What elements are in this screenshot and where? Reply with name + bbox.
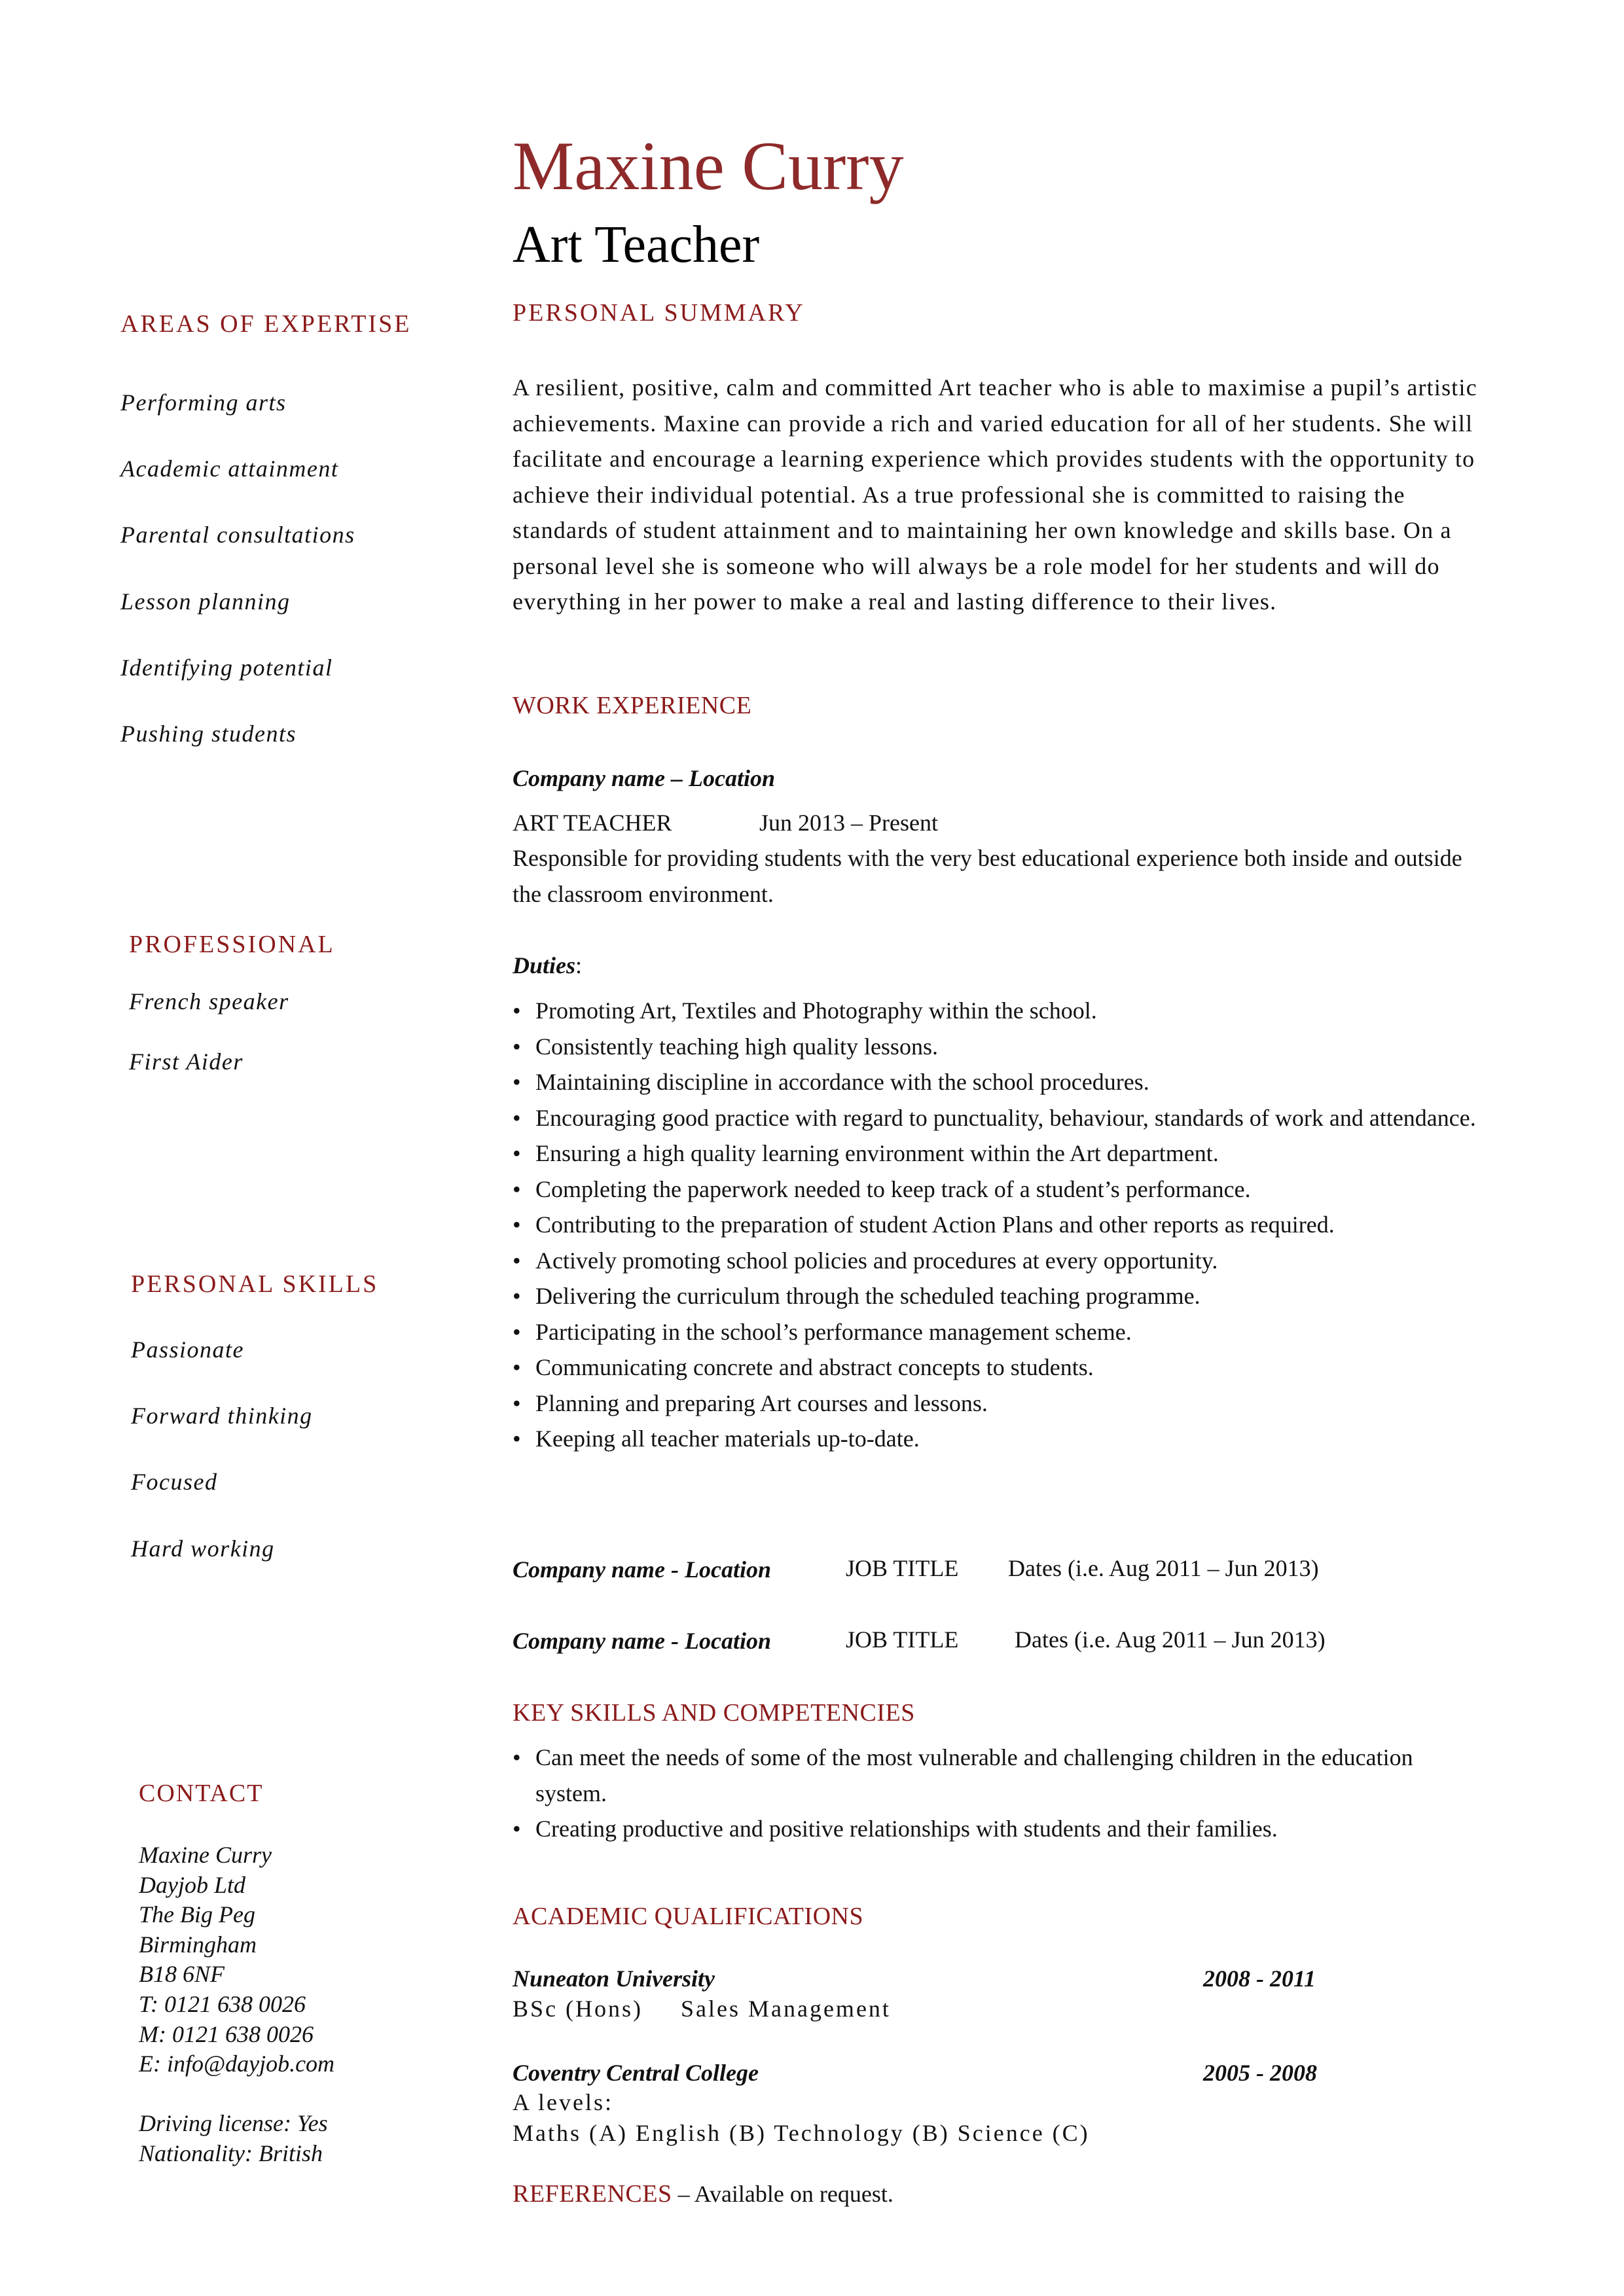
- references-text: – Available on request.: [672, 2181, 893, 2207]
- academic-grades: Maths (A) English (B) Technology (B) Science (C): [513, 2120, 1090, 2146]
- key-skill-item: • Can meet the needs of some of the most vulnerable and challenging children in the education system.: [513, 1740, 1481, 1811]
- academic-years: 2008 - 2011: [1203, 1965, 1316, 1992]
- key-skills-list: [513, 1740, 1481, 1847]
- contact-driving-license: Driving license: Yes: [139, 2110, 328, 2137]
- contact-email: E: info@dayjob.com: [139, 2051, 335, 2077]
- academic-subject: Sales Management: [681, 1996, 891, 2022]
- duty-item: • Maintaining discipline in accordance with the school procedures.: [513, 1064, 1481, 1100]
- professional-list: [129, 988, 289, 1076]
- contact-company: Dayjob Ltd: [139, 1871, 246, 1898]
- duty-item: • Actively promoting school policies and procedures at every opportunity.: [513, 1243, 1481, 1279]
- contact-city: Birmingham: [139, 1931, 257, 1958]
- duty-item: • Planning and preparing Art courses and lessons.: [513, 1386, 1481, 1422]
- duties-list: [513, 993, 1481, 1457]
- summary-text: A resilient, positive, calm and committed Art teacher who is able to maximise a pupil’s artistic achievements. Maxine can provide a rich and varied education for all of her students. She will facilitate and encourage a learning experience which provides students with the opportunity to achieve their individual potential. As a true professional she is committed to raising the standards of student attainment and to maintaining her own knowledge and skills base. On a personal level she is someone who will always be a role model for her students and will do everything in her power to make a real and lasting difference to their lives.: [513, 374, 1477, 615]
- personal-skills-list: [131, 1336, 313, 1563]
- expertise-item: Identifying potential: [120, 654, 333, 681]
- contact-street: The Big Peg: [139, 1901, 255, 1928]
- previous-job-dates: Dates (i.e. Aug 2011 – Jun 2013): [1008, 1555, 1319, 1581]
- summary-heading: PERSONAL SUMMARY: [513, 299, 805, 327]
- academic-heading: ACADEMIC QUALIFICATIONS: [513, 1903, 864, 1930]
- personal-skill-item: Forward thinking: [131, 1403, 313, 1429]
- duty-item: • Participating in the school’s performance management scheme.: [513, 1314, 1481, 1350]
- current-company: Company name – Location: [513, 765, 776, 791]
- candidate-name: Maxine Curry: [513, 128, 904, 204]
- job-title: Art Teacher: [513, 216, 760, 274]
- expertise-item: Academic attainment: [120, 456, 339, 482]
- professional-item: French speaker: [129, 988, 289, 1014]
- duty-item: • Contributing to the preparation of student Action Plans and other reports as required.: [513, 1207, 1481, 1243]
- references-line: [513, 2179, 893, 2210]
- contact-postcode: B18 6NF: [139, 1961, 225, 1988]
- duty-item: • Promoting Art, Textiles and Photography within the school.: [513, 993, 1481, 1029]
- key-skills-heading: KEY SKILLS AND COMPETENCIES: [513, 1699, 915, 1727]
- duty-item: • Ensuring a high quality learning environment within the Art department.: [513, 1136, 1481, 1172]
- duties-label-text: Duties: [513, 952, 576, 978]
- current-job-dates: Jun 2013 – Present: [759, 810, 938, 836]
- contact-name: Maxine Curry: [139, 1842, 272, 1868]
- duty-item: • Consistently teaching high quality lessons.: [513, 1029, 1481, 1065]
- professional-heading: PROFESSIONAL: [129, 931, 335, 958]
- expertise-item: Pushing students: [120, 720, 297, 747]
- duty-item: • Completing the paperwork needed to keep track of a student’s performance.: [513, 1172, 1481, 1208]
- references-heading: REFERENCES: [513, 2180, 672, 2208]
- academic-degree-line: [513, 1995, 891, 2023]
- academic-years: 2005 - 2008: [1203, 2060, 1317, 2086]
- contact-block: [139, 1840, 334, 2169]
- duties-label-colon: :: [575, 952, 583, 978]
- contact-mobile: M: 0121 638 0026: [139, 2020, 314, 2047]
- previous-job-title: JOB TITLE: [846, 1555, 959, 1581]
- contact-telephone: T: 0121 638 0026: [139, 1990, 306, 2017]
- duties-label: [513, 952, 582, 980]
- personal-skill-item: Focused: [131, 1469, 218, 1496]
- personal-skill-item: Passionate: [131, 1336, 244, 1363]
- personal-skills-heading: PERSONAL SKILLS: [131, 1270, 379, 1298]
- expertise-list: [120, 389, 355, 748]
- previous-job-dates: Dates (i.e. Aug 2011 – Jun 2013): [1015, 1626, 1326, 1653]
- contact-heading: CONTACT: [139, 1780, 264, 1807]
- duty-item: • Communicating concrete and abstract concepts to students.: [513, 1350, 1481, 1386]
- previous-company: Company name - Location: [513, 1556, 771, 1583]
- academic-degree: BSc (Hons): [513, 1996, 643, 2022]
- current-job-description: Responsible for providing students with the very best educational experience both inside and outside the classroom environment.: [513, 845, 1462, 907]
- previous-job-title: JOB TITLE: [846, 1626, 959, 1653]
- expertise-item: Performing arts: [120, 389, 287, 416]
- academic-school: Nuneaton University: [513, 1965, 715, 1992]
- academic-school: Coventry Central College: [513, 2060, 759, 2086]
- professional-item: First Aider: [129, 1049, 244, 1075]
- expertise-item: Lesson planning: [120, 588, 291, 615]
- duty-item: • Encouraging good practice with regard to punctuality, behaviour, standards of work and attendance.: [513, 1100, 1481, 1136]
- previous-company: Company name - Location: [513, 1628, 771, 1654]
- personal-skill-item: Hard working: [131, 1535, 275, 1562]
- work-heading: WORK EXPERIENCE: [513, 692, 752, 719]
- contact-nationality: Nationality: British: [139, 2140, 323, 2166]
- current-job-title: ART TEACHER: [513, 810, 672, 836]
- expertise-item: Parental consultations: [120, 522, 355, 548]
- academic-level: A levels:: [513, 2089, 613, 2115]
- expertise-heading: AREAS OF EXPERTISE: [120, 310, 412, 338]
- duty-item: • Keeping all teacher materials up-to-date.: [513, 1421, 1481, 1457]
- duty-item: • Delivering the curriculum through the scheduled teaching programme.: [513, 1278, 1481, 1314]
- key-skill-item: • Creating productive and positive relationships with students and their families.: [513, 1811, 1481, 1847]
